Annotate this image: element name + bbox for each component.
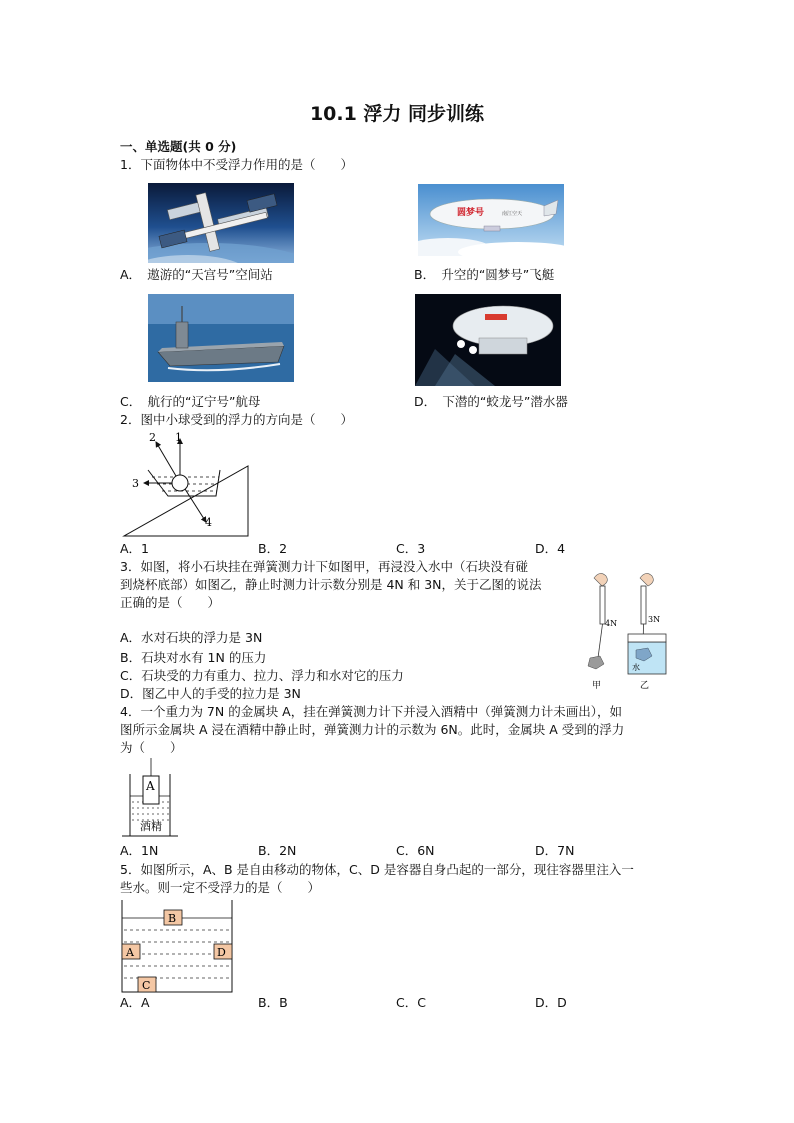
q4-option-b: B．2N — [258, 843, 297, 858]
q3-stem-line-2: 到烧杯底部）如图乙，静止时测力计示数分别是 4N 和 3N，关于乙图的说法 — [120, 577, 542, 592]
bump-c-label: C — [142, 979, 151, 992]
reading-jia: 4N — [605, 619, 618, 628]
q1-option-c: C． 航行的“辽宁号”航母 — [120, 394, 261, 409]
q4-option-a: A．1N — [120, 843, 159, 858]
q3-option-d: D．图乙中人的手受的拉力是 3N — [120, 686, 301, 701]
airship-sublabel: 南江空天 — [502, 211, 523, 217]
jia-label: 甲 — [592, 681, 602, 691]
q5-option-b: B．B — [258, 995, 288, 1010]
submersible-image — [415, 294, 561, 386]
q2-stem: 2．图中小球受到的浮力的方向是（ ） — [120, 412, 353, 427]
arrow-label-3: 3 — [132, 477, 139, 490]
q2-incline-figure — [120, 430, 255, 540]
q1-option-a: A． 遨游的“天宫号”空间站 — [120, 267, 273, 282]
q5-stem-line-2: 些水。则一定不受浮力的是（ ） — [120, 880, 321, 895]
bump-d-label: D — [217, 946, 226, 959]
airship-label: 圆梦号 — [457, 208, 485, 218]
airship-image — [418, 184, 564, 256]
reading-yi: 3N — [648, 615, 661, 624]
q4-option-d: D．7N — [535, 843, 575, 858]
q3-stem-line-3: 正确的是（ ） — [120, 595, 221, 610]
q1-option-d: D． 下潜的“蛟龙号”潜水器 — [414, 394, 568, 409]
block-a-label: A — [146, 779, 155, 793]
q3-option-b: B．石块对水有 1N 的压力 — [120, 650, 267, 665]
q4-stem-line-2: 图所示金属块 A 浸在酒精中静止时，弹簧测力计的示数为 6N。此时，金属块 A 受到的浮力 — [120, 722, 625, 737]
q3-option-a: A．水对石块的浮力是 3N — [120, 630, 263, 645]
q5-option-a: A．A — [120, 995, 150, 1010]
q3-option-c: C．石块受的力有重力、拉力、浮力和水对它的压力 — [120, 668, 404, 683]
object-a-label: A — [126, 946, 134, 959]
q2-option-a: A．1 — [120, 541, 150, 556]
q5-option-c: C．C — [396, 995, 426, 1010]
q3-spring-scale-figure — [576, 566, 676, 694]
q3-stem-line-1: 3．如图，将小石块挂在弹簧测力计下如图甲，再浸没入水中（石块没有碰 — [120, 559, 528, 574]
section-heading: 一、单选题(共 0 分) — [120, 139, 237, 154]
q4-stem-line-1: 4．一个重力为 7N 的金属块 A，挂在弹簧测力计下并浸入酒精中（弹簧测力计未画出），如 — [120, 704, 622, 719]
q2-option-d: D．4 — [535, 541, 566, 556]
space-station-image — [148, 183, 294, 263]
q2-option-b: B．2 — [258, 541, 288, 556]
q5-option-d: D．D — [535, 995, 567, 1010]
alcohol-label: 酒精 — [140, 820, 162, 833]
arrow-label-2: 2 — [149, 431, 156, 444]
q5-stem-line-1: 5．如图所示，A、B 是自由移动的物体，C、D 是容器自身凸起的一部分，现往容器里注入一 — [120, 862, 634, 877]
arrow-label-1: 1 — [175, 431, 182, 444]
q4-stem-line-3: 为（ ） — [120, 740, 183, 755]
arrow-label-4: 4 — [205, 516, 212, 529]
object-b-label: B — [168, 912, 177, 925]
q4-option-c: C．6N — [396, 843, 435, 858]
yi-label: 乙 — [640, 681, 650, 691]
q1-option-b: B． 升空的“圆梦号”飞艇 — [414, 267, 555, 282]
q1-stem: 1．下面物体中不受浮力作用的是（ ） — [120, 157, 353, 172]
water-label: 水 — [632, 663, 640, 672]
q5-container-figure — [120, 898, 236, 994]
page-title: 10.1 浮力 同步训练 — [309, 103, 485, 125]
q4-alcohol-beaker-figure — [120, 758, 180, 840]
q2-option-c: C．3 — [396, 541, 426, 556]
aircraft-carrier-image — [148, 294, 294, 382]
